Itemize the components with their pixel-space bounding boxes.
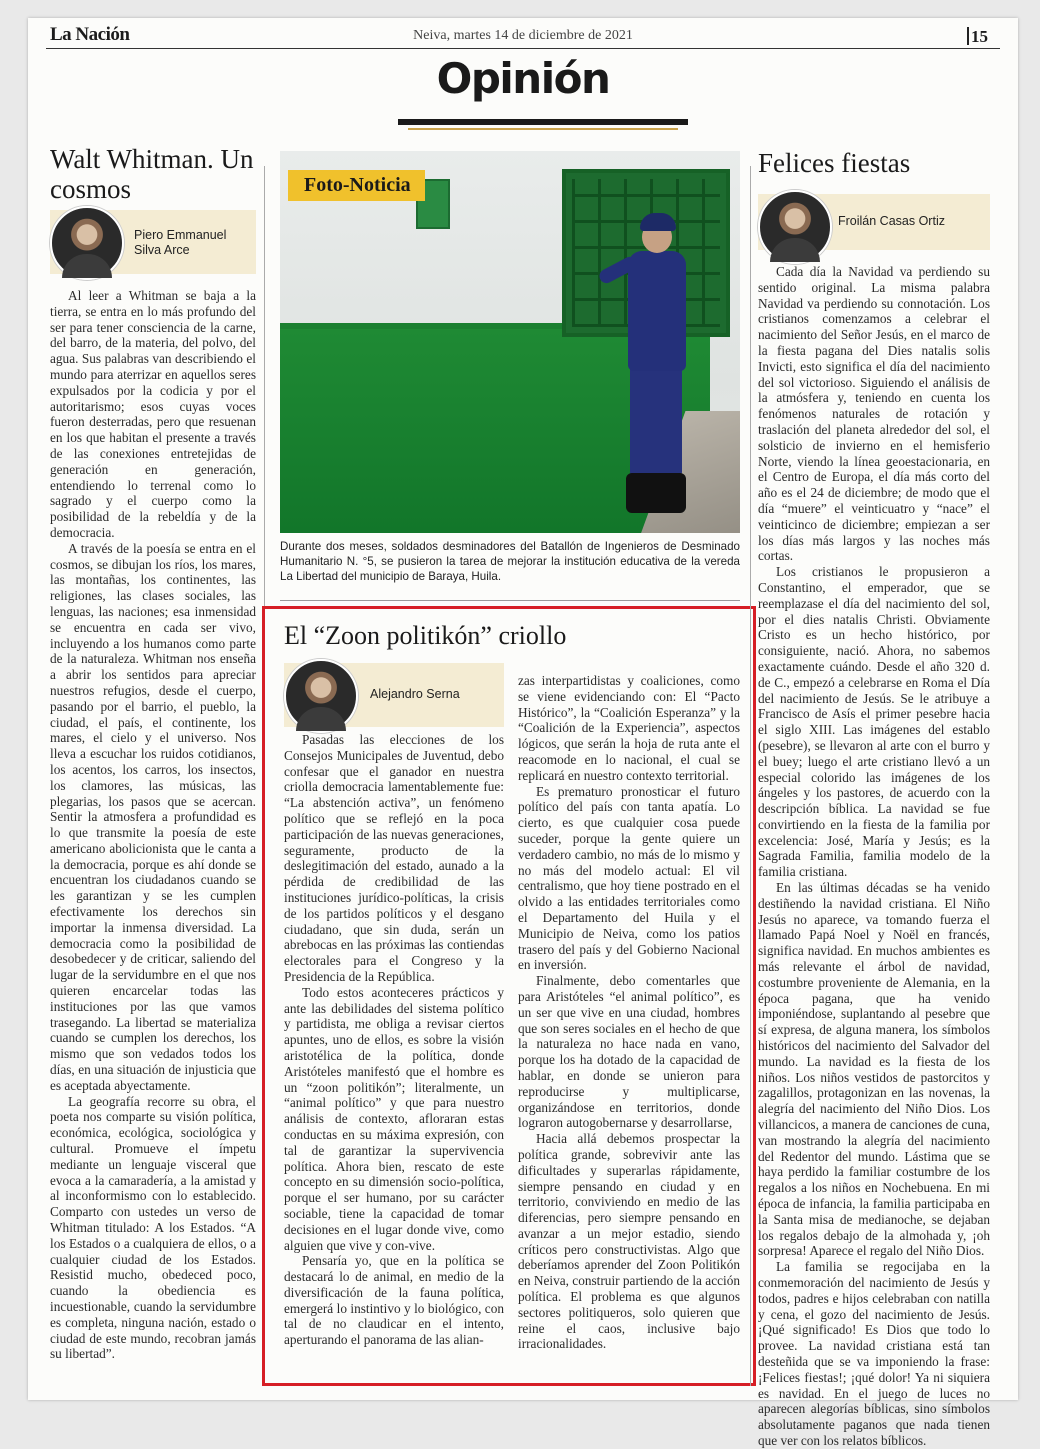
center-article-col2 bbox=[518, 673, 740, 1352]
paragraph: Al leer a Whitman se baja a la tierra, se entra en lo más profundo del ser para tener consciencia de la carne, del barro, de la materia, del polvo, del agua. Sus palabras van describiendo el mundo para aterrizar en aquellos seres expulsados por la codicia y por el autoritarismo; esos cuyas voces fueron desterradas, pero que resuenan en los que habitan el presente a través de las conexiones entretejidas de generación en generación, entendiendo lo terrenal como lo sagrado y el cuerpo como la posibilidad de la rebeldía y de la democracia. bbox=[50, 288, 256, 540]
paragraph: Los cristianos le propusieron a Constantino, el emperador, que se reemplazase el día del nacimiento del sol, por el dies natalis Christi. Obviamente Cristo es un hecho histórico, por consiguiente, nació. Ahora, no sabemos exactamente cuándo. Desde el año 320 d. de C., empezó a celebrarse en Roma el Día del nacimiento de Jesús. Se le atribuye a Francisco de Asís el primer pesebre hacia el siglo XIII. Las imágenes del establo (pesebre), se llevaron al arte con el burro y el buey; luego el arte cristiano llevó a un especial colorido las imágenes de los ángeles y los pastores, de acuerdo con la descripción bíblica. La navidad se fue convirtiendo en la fiesta de la familia por excelencia: José, María y Jesús; es la Sagrada Familia, familia modelo de la familia cristiana. bbox=[758, 564, 990, 880]
paragraph: La familia se regocijaba en la conmemoración del nacimiento de Jesús y todos, padres e hijos celebraban con natilla y cena, el gozo del nacimiento de Jesús. ¡Qué significado! Es Dios que todo lo provee. La navidad cristiana está tan desteñida que se va imponiendo la frase: ¡Felices fiestas!; ¡qué dolor! Ya ni siquiera es navidad. En el juego de luces no aparecen alegorías bíblicas, sino símbolos absolutamente paganos que nada tienen que ver con los relatos bíblicos. bbox=[758, 1259, 990, 1448]
author-avatar bbox=[50, 206, 124, 280]
dateline: Neiva, martes 14 de diciembre de 2021 bbox=[413, 28, 633, 43]
paragraph: Pensaría yo, que en la política se destacará lo de animal, en medio de la diversificación de la fauna política, emergerá lo instintivo y lo biológico, con tal de no claudicar en el intento, aperturando el panorama de las alian- bbox=[284, 1253, 504, 1348]
paragraph: Hacia allá debemos prospectar la política grande, sobrevivir ante las dificultades y superarlas rápidamente, siempre pensando en ciudad y en territorio, conviviendo en medio de las diferencias, pero siempre pensando en avanzar a un mejor estadio, siendo críticos pero constructivistas. Algo que deberíamos aprender del Zoon Politikón en Neiva, construir partiendo de la acción política. El problema es que algunos sectores politiqueros, solo quieren que reine el caos, inclusive bajo irracionalidades. bbox=[518, 1131, 740, 1352]
paragraph: Cada día la Navidad va perdiendo su sentido original. La misma palabra Navidad va perdiendo su connotación. Los cristianos comenzamos a celebrar el nacimiento del Señor Jesús, en el marco de la fiesta pagana del Dies natalis solis Invicti, esto significa el día del nacimiento del sol victorioso. Siguiendo el análisis de la atmósfera y, teniendo en cuenta los fenómenos naturales de rotación y traslación del planeta alrededor del sol, el solsticio de invierno en el hemisferio Norte, viendo la línea geoestacionaria, en el Centro de Europa, el día más corto del año es el 24 de diciembre; de modo que el día “muere” el veinticuatro y “nace” el veinticinco de diciembre; empiezan a ser los días más largos y las noches más cortas. bbox=[758, 264, 990, 564]
center-byline bbox=[284, 663, 504, 727]
section-gold-line bbox=[408, 128, 678, 130]
paragraph: En las últimas décadas se ha venido destiñendo la navidad cristiana. El Niño Jesús no aparece, va tomando fuerza el llamado Papá Noel y Noël en francés, significa navidad. En muchos ambientes es más relevante el árbol de navidad, costumbre proveniente de Alemania, en la época pagana, que ha venido imponiéndose, suplantando al pesebre que sí expresa, de alguna manera, los símbolos históricos del nacimiento del Salvador del mundo. La navidad es la fiesta de los niños. Los niños vestidos de pastorcitos y zagalillos, protagonizan en las novenas, la alegría del nacimiento del Niño Dios. Los villancicos, a manera de canciones de cuna, van mostrando la alegría del nacimiento del Redentor del mundo. Lástima que se haya perdido la familiar costumbre de los regalos a los niños en Nochebuena. En mi época de infancia, la familia participaba en la Santa misa de medianoche, se dejaban los regalos debajo de la almohada y, ¡oh sorpresa! Aparece el regalo del Niño Dios. bbox=[758, 880, 990, 1259]
right-article-title: Felices fiestas bbox=[758, 148, 911, 178]
author-avatar bbox=[284, 659, 358, 733]
soldier-figure bbox=[620, 211, 690, 516]
header-rule bbox=[46, 48, 1000, 49]
paragraph: A través de la poesía se entra en el cosmos, se dibujan los ríos, los mares, las montañas, los continentes, las religiones, las clases sociales, las lenguas, las naciones; esa inmensidad se encuentra en cada ser vivo, incluyendo a los humanos como parte de la naturaleza. Whitman nos enseña a abrir los sentidos para apreciar nuestros refugios, desde el cuerpo, pasando por el barrio, el pueblo, la ciudad, el país, el continente, los mares, el cielo y el universo. Nos lleva a escuchar los ruidos cotidianos, los acentos, los carros, los insectos, los clamores, las músicas, las plegarias, los pasos que se acercan. Sentir la atmosfera a profundidad es lo que transmite la poesía de este americano abolicionista que le canta a la democracia, porque es ahí donde se encuentran los ciudadanos cuando se les garantizan y se les cumplen efectivamente los derechos sin importar la inmensa diversidad. La democracia como la posibilidad de desobedecer y de criticar, saliendo del lugar de la servidumbre en el que nos quieren encarcelar todas las instituciones por las que vamos trasegando. La libertad se materializa cuando se cumplen los derechos, los mismo que son vedados todos los días, en una situación de injusticia que es aceptada abyectamente. bbox=[50, 540, 256, 1093]
left-article bbox=[50, 144, 256, 1362]
page-number: 15 bbox=[967, 27, 988, 47]
section-title: Opinión bbox=[436, 54, 610, 103]
photo-caption: Durante dos meses, soldados desminadores del Batallón de Ingenieros de Desminado Humanitario N. °5, se pusieron la tarea de mejorar la institución educativa de la vereda La Libertad del municipio de Baraya, Huila. bbox=[280, 540, 740, 583]
paragraph: Finalmente, debo comentarles que para Aristóteles “el animal político”, es un ser que vive en una ciudad, hombres que son seres sociales en el hecho de que la naturaleza no hace nada en vano, porque los ha dotado de la capacidad de hablar, en donde se unieron para reproducirse y multiplicarse, organizándose en territorios, donde lograron autogobernarse y desarrollarse, bbox=[518, 973, 740, 1131]
paragraph: La geografía recorre su obra, el poeta nos comparte su visión política, económica, ecológica, sociológica y cultural. Promueve el ímpetu mediante un lenguaje visceral que evoca a la camaradería, a la amistad y al inconformismo con lo establecido. Comparto con ustedes un verso de Whitman titulado: A los Estados. “A los Estados o a cualquiera de ellos, o a cualquier ciudad de los Estados. Resistid mucho, obedeced poco, cuando la obediencia es incuestionable, cuando la servidumbre es completa, ninguna nación, estado o ciudad de este mundo, recobran jamás su libertad”. bbox=[50, 1093, 256, 1362]
center-article-title: El “Zoon politikón” criollo bbox=[284, 621, 567, 650]
right-article bbox=[758, 148, 990, 1449]
left-byline bbox=[50, 210, 256, 274]
photo-news-image bbox=[280, 151, 740, 533]
center-divider bbox=[280, 600, 740, 601]
author-avatar bbox=[758, 190, 832, 264]
right-article-body bbox=[758, 264, 990, 1449]
left-article-body bbox=[50, 288, 256, 1362]
foto-noticia-label: Foto-Noticia bbox=[288, 170, 425, 201]
left-article-title: Walt Whitman. Un cosmos bbox=[50, 144, 254, 204]
paragraph: Es prematuro pronosticar el futuro político del país con tanta apatía. Lo cierto, es que cualquier cosa puede suceder, porque la gente quiere un verdadero cambio, no más de lo mismo y no más del modelo actual: El vil centralismo, que hoy tiene postrado en el olvido a las entidades territoriales como el Departamento del Huila y el Municipio de Neiva, como los patios trasero del país y del Gobierno Nacional en inversión. bbox=[518, 783, 740, 973]
paragraph: zas interpartidistas y coaliciones, como se viene evidenciando con: El “Pacto Histórico”, la “Coalición Esperanza” y la “Coalición de la Experiencia”, aspectos lógicos, que serán la hoja de ruta ante el reacomode en lo nacional, el cual se replicará en nuestro contexto territorial. bbox=[518, 673, 740, 783]
newspaper-page bbox=[28, 18, 1018, 1448]
section-underline bbox=[398, 119, 688, 125]
masthead-logo: La Nación bbox=[50, 24, 130, 45]
center-article-col1 bbox=[284, 732, 504, 1348]
paragraph: Pasadas las elecciones de los Consejos Municipales de Juventud, debo confesar que el ganador en nuestra criolla democracia lamentablemente fue: “La abstención activa”, un fenómeno político que se reflejó en la poca participación de las nuevas generaciones, seguramente, producto de la deslegitimación del estado, aunado a la pérdida de credibilidad de las instituciones jurídico-políticas, la crisis de los partidos políticos y el desgano ciudadano, que sin duda, serán un abrebocas en las próximas las contiendas electorales para el Congreso y la Presidencia de la República. bbox=[284, 732, 504, 984]
column-divider bbox=[750, 166, 751, 1386]
paragraph: Todo estos aconteceres prácticos y ante las debilidades del sistema político y partidista, me obliga a revisar ciertos apuntes, uno de ellos, es sobre la visión aristotélica de la política, donde Aristóteles manifestó que el hombre es un “zoon politikón”; literalmente, un “animal político” y que para nuestro análisis de contexto, afloraran estas conductas en su máxima expresión, con tal de garantizar la supervivencia política. Ahora bien, rescato de este concepto en su dimensión socio-política, porque el ser humano, por su carácter sociable, tiene la capacidad de tomar decisiones en el lugar donde vive, como alguien que vive y con-vive. bbox=[284, 984, 504, 1253]
right-byline bbox=[758, 194, 990, 250]
left-author-name: Piero Emmanuel Silva Arce bbox=[134, 228, 227, 257]
center-author-name: Alejandro Serna bbox=[370, 687, 460, 701]
right-author-name: Froilán Casas Ortiz bbox=[838, 214, 945, 228]
